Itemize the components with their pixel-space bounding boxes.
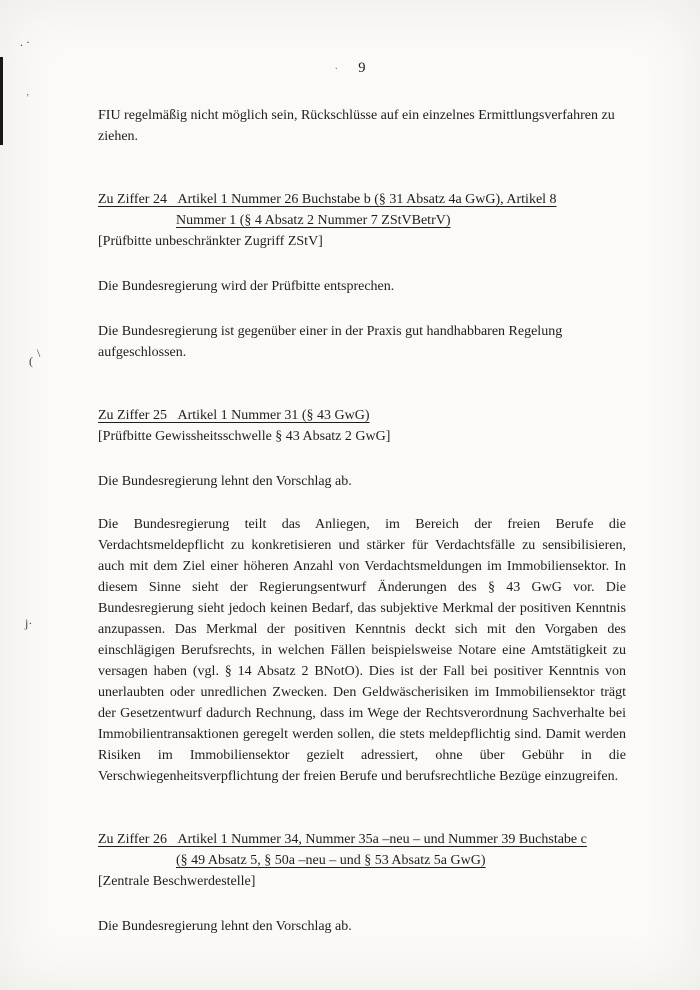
scan-speck-slash: \ <box>37 346 41 360</box>
scan-speck-comma: ’ <box>26 93 30 104</box>
section-25-paragraph-1: Die Bundesregierung lehnt den Vorschlag ab. <box>98 474 352 489</box>
section-24-title-line1: Artikel 1 Nummer 26 Buchstabe b (§ 31 Absatz 4a GwG), Artikel 8 <box>177 192 557 207</box>
section-25-bracket-note: [Prüfbitte Gewissheitsschwelle § 43 Absatz 2 GwG] <box>98 429 391 444</box>
section-26-paragraph-1: Die Bundesregierung lehnt den Vorschlag ab. <box>98 919 352 934</box>
section-25-paragraph-2: Die Bundesregierung teilt das Anliegen, im Bereich der freien Berufe die Verdachtsmeldepflicht zu konkretisieren und stärker für Verdachtsfälle zu sensibilisieren, auch mit dem Ziel einer höheren Anzahl von Verdachtsmeldungen im Immobiliensektor. In diesem Sinne sieht der Regierungsentwurf Änderungen des § 43 GwG vor. Die Bundesregierung sieht jedoch keinen Bedarf, das subjektive Merkmal der positiven Kenntnis anzupassen. Das Merkmal der positiven Kenntnis deckt sich mit den Vorgaben des einschlägigen Berufsrechts, in welchen Fällen beispielsweise Notare eine Amtstätigkeit zu versagen haben (vgl. § 14 Absatz 2 BNotO). Dies ist der Fall bei positiver Kenntnis von unerlaubten oder unredlichen Zwecken. Den Geldwäscherisiken im Immobiliensektor trägt der Gesetzentwurf dadurch Rechnung, dass im Wege der Rechtsverordnung Sachverhalte bei Immobilientransaktionen geregelt werden sollen, die stets meldepflichtig sind. Damit werden Risiken im Immobiliensektor gezielt adressiert, ohne über Gebühr in die Verschwiegenheitsverpflichtung der freien Berufe und berufsrechtliche Bezüge einzugreifen. <box>98 517 626 784</box>
section-25-heading-line1 <box>98 408 370 423</box>
section-26-label: Zu Ziffer 26 <box>98 832 167 847</box>
section-24-title-line2: Nummer 1 (§ 4 Absatz 2 Nummer 7 ZStVBetrV) <box>176 213 451 228</box>
page-number: 9 <box>358 60 366 76</box>
section-26-heading <box>98 829 626 871</box>
scan-edge-line <box>0 57 3 145</box>
intro-paragraph: FIU regelmäßig nicht möglich sein, Rückschlüsse auf ein einzelnes Ermittlungsverfahren zu ziehen. <box>98 108 615 144</box>
section-26-title-line2: (§ 49 Absatz 5, § 50a –neu – und § 53 Absatz 5a GwG) <box>176 853 486 868</box>
section-26-title-line1: Artikel 1 Nummer 34, Nummer 35a –neu – und Nummer 39 Buchstabe c <box>177 832 587 847</box>
scan-speck-top-left: . · <box>20 35 30 49</box>
section-24-bracket-note: [Prüfbitte unbeschränkter Zugriff ZStV] <box>98 234 323 249</box>
scan-speck-j: j· <box>25 616 33 630</box>
scan-speck-page-dot: . <box>335 61 338 72</box>
section-25-title-line1: Artikel 1 Nummer 31 (§ 43 GwG) <box>177 408 370 423</box>
scan-speck-paren: ( <box>29 354 33 368</box>
section-24-paragraph-1: Die Bundesregierung wird der Prüfbitte entsprechen. <box>98 279 395 294</box>
section-24-heading-line1 <box>98 192 557 207</box>
section-24-paragraph-2: Die Bundesregierung ist gegenüber einer in der Praxis gut handhabbaren Regelung aufgeschlossen. <box>98 324 563 360</box>
section-24-heading <box>98 189 626 231</box>
section-26-bracket-note: [Zentrale Beschwerdestelle] <box>98 874 256 889</box>
section-26-heading-line1 <box>98 832 587 847</box>
section-25-heading <box>98 405 626 426</box>
section-24-label: Zu Ziffer 24 <box>98 192 167 207</box>
section-25-label: Zu Ziffer 25 <box>98 408 167 423</box>
